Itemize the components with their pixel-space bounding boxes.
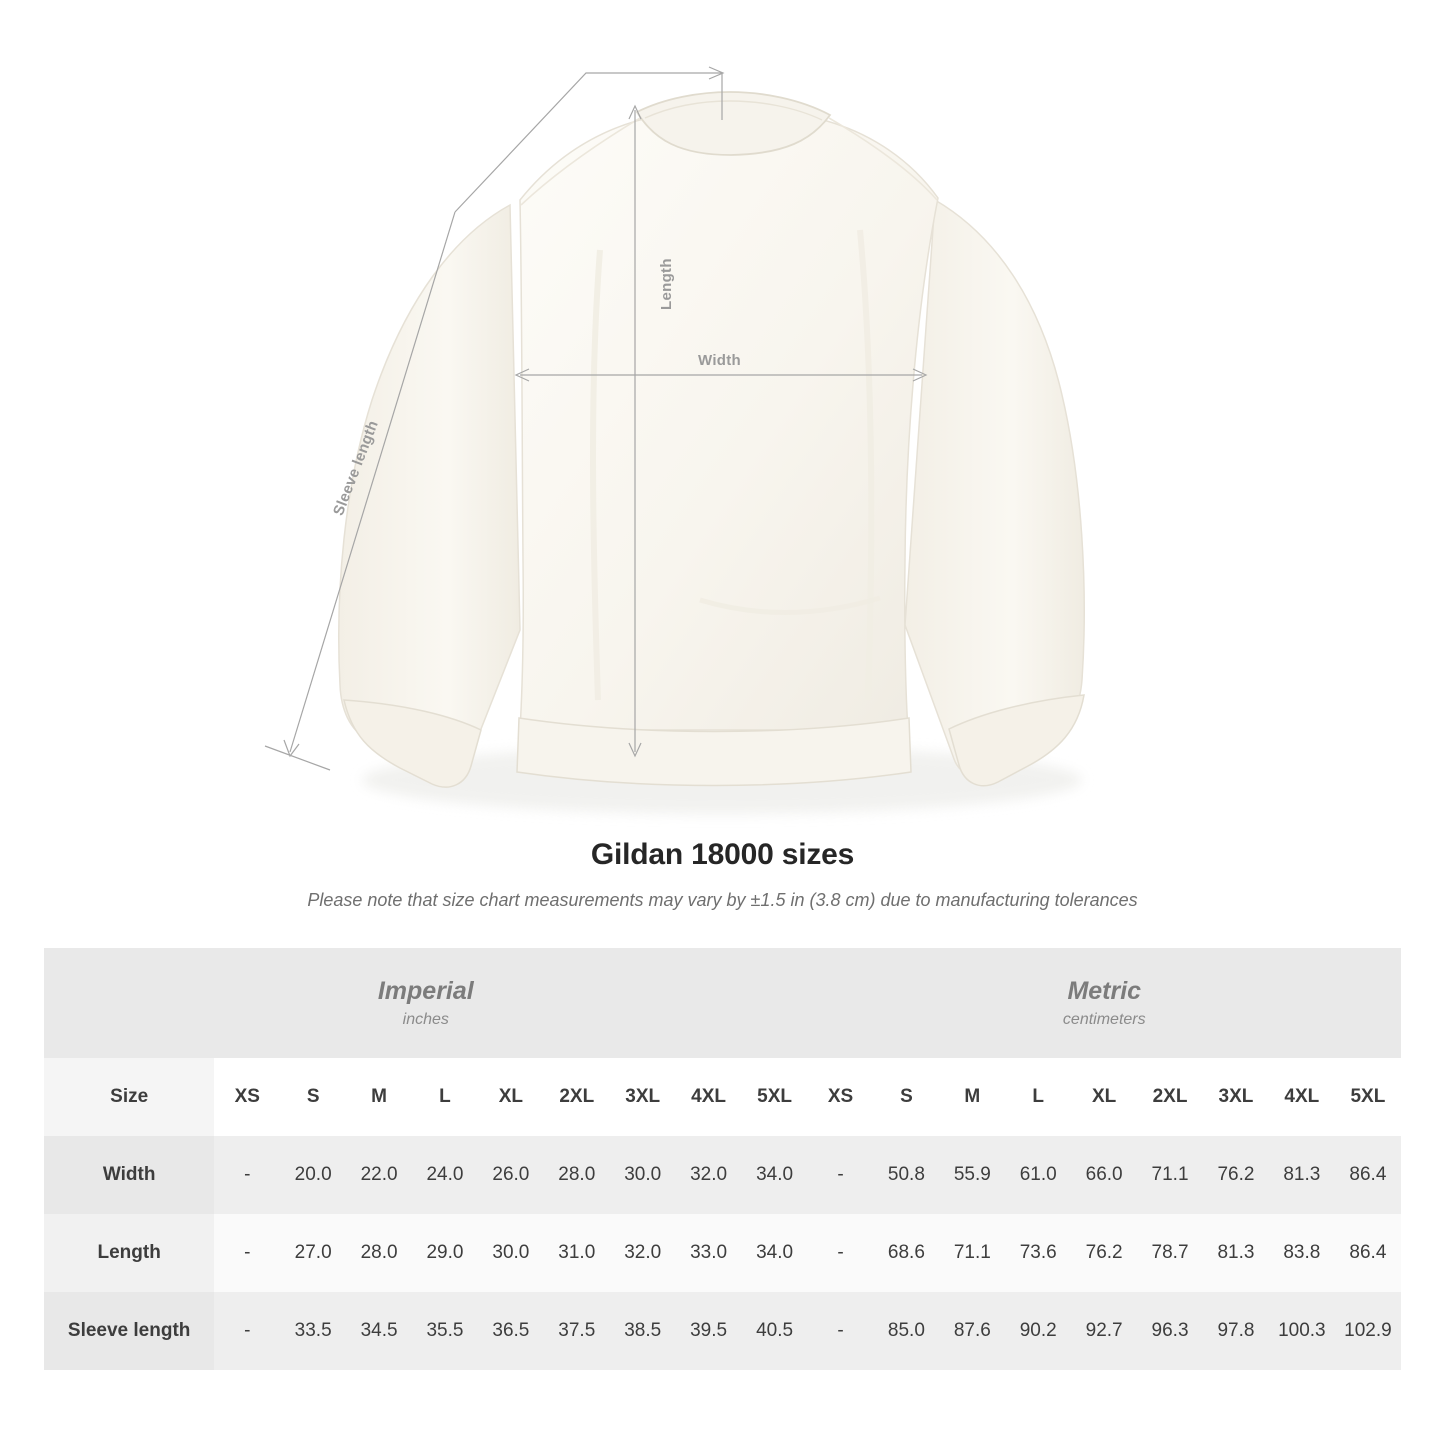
size-imperial-4xl: 4XL (676, 1058, 742, 1136)
length-metric-4xl: 83.8 (1269, 1214, 1335, 1292)
sleeve-metric-xs: - (808, 1292, 874, 1370)
sleeve-metric-m: 87.6 (939, 1292, 1005, 1370)
sleeve-imperial-4xl: 39.5 (676, 1292, 742, 1370)
sleeve-imperial-m: 34.5 (346, 1292, 412, 1370)
row-label-sleeve-length: Sleeve length (44, 1292, 214, 1370)
sleeve-imperial-xs: - (214, 1292, 280, 1370)
width-imperial-3xl: 30.0 (610, 1136, 676, 1214)
sleeve-length-label: Sleeve length (330, 418, 382, 519)
table-row (44, 1136, 1401, 1214)
length-metric-s: 68.6 (873, 1214, 939, 1292)
width-label: Width (698, 352, 742, 369)
sleeve-imperial-s: 33.5 (280, 1292, 346, 1370)
size-metric-l: L (1005, 1058, 1071, 1136)
size-imperial-xs: XS (214, 1058, 280, 1136)
size-imperial-l: L (412, 1058, 478, 1136)
sleeve-metric-xl: 92.7 (1071, 1292, 1137, 1370)
imperial-name: Imperial (377, 977, 474, 1006)
sleeve-metric-2xl: 96.3 (1137, 1292, 1203, 1370)
sleeve-metric-4xl: 100.3 (1269, 1292, 1335, 1370)
length-imperial-3xl: 32.0 (610, 1214, 676, 1292)
table-row (44, 1292, 1401, 1370)
sleeve-imperial-5xl: 40.5 (742, 1292, 808, 1370)
length-metric-2xl: 78.7 (1137, 1214, 1203, 1292)
imperial-header (44, 948, 808, 1058)
length-metric-m: 71.1 (939, 1214, 1005, 1292)
sleeve-imperial-3xl: 38.5 (610, 1292, 676, 1370)
width-imperial-4xl: 32.0 (676, 1136, 742, 1214)
length-imperial-s: 27.0 (280, 1214, 346, 1292)
length-metric-l: 73.6 (1005, 1214, 1071, 1292)
sleeve-metric-l: 90.2 (1005, 1292, 1071, 1370)
width-imperial-xs: - (214, 1136, 280, 1214)
size-imperial-3xl: 3XL (610, 1058, 676, 1136)
tolerance-note: Please note that size chart measurements may vary by ±1.5 in (3.8 cm) due to manufacturing tolerances (307, 890, 1138, 910)
sleeve-imperial-xl: 36.5 (478, 1292, 544, 1370)
metric-header (808, 948, 1401, 1058)
size-metric-3xl: 3XL (1203, 1058, 1269, 1136)
width-imperial-m: 22.0 (346, 1136, 412, 1214)
sleeve-metric-5xl: 102.9 (1335, 1292, 1401, 1370)
width-imperial-l: 24.0 (412, 1136, 478, 1214)
size-metric-xl: XL (1071, 1058, 1137, 1136)
size-imperial-xl: XL (478, 1058, 544, 1136)
length-metric-3xl: 81.3 (1203, 1214, 1269, 1292)
width-imperial-xl: 26.0 (478, 1136, 544, 1214)
size-imperial-s: S (280, 1058, 346, 1136)
length-imperial-5xl: 34.0 (742, 1214, 808, 1292)
size-imperial-m: M (346, 1058, 412, 1136)
sleeve-metric-3xl: 97.8 (1203, 1292, 1269, 1370)
size-imperial-2xl: 2XL (544, 1058, 610, 1136)
title-block (0, 838, 1445, 911)
size-imperial-5xl: 5XL (742, 1058, 808, 1136)
imperial-sub: inches (402, 1010, 449, 1028)
length-imperial-2xl: 31.0 (544, 1214, 610, 1292)
metric-sub: centimeters (1062, 1010, 1146, 1028)
length-imperial-xl: 30.0 (478, 1214, 544, 1292)
row-label-length: Length (44, 1214, 214, 1292)
length-metric-xs: - (808, 1214, 874, 1292)
size-metric-5xl: 5XL (1335, 1058, 1401, 1136)
row-label-width: Width (44, 1136, 214, 1214)
length-metric-xl: 76.2 (1071, 1214, 1137, 1292)
sleeve-metric-s: 85.0 (873, 1292, 939, 1370)
length-imperial-4xl: 33.0 (676, 1214, 742, 1292)
width-metric-m: 55.9 (939, 1136, 1005, 1214)
page-title: Gildan 18000 sizes (590, 838, 855, 871)
width-metric-l: 61.0 (1005, 1136, 1071, 1214)
width-imperial-2xl: 28.0 (544, 1136, 610, 1214)
width-imperial-s: 20.0 (280, 1136, 346, 1214)
sleeve-imperial-2xl: 37.5 (544, 1292, 610, 1370)
table-row (44, 1214, 1401, 1292)
sleeve-imperial-l: 35.5 (412, 1292, 478, 1370)
length-metric-5xl: 86.4 (1335, 1214, 1401, 1292)
width-metric-s: 50.8 (873, 1136, 939, 1214)
size-header-row (44, 1058, 1401, 1136)
size-metric-4xl: 4XL (1269, 1058, 1335, 1136)
width-metric-5xl: 86.4 (1335, 1136, 1401, 1214)
metric-name: Metric (1067, 977, 1142, 1006)
width-metric-2xl: 71.1 (1137, 1136, 1203, 1214)
length-label: Length (658, 258, 675, 310)
size-table-container (44, 948, 1401, 1370)
size-label: Size (44, 1058, 214, 1136)
size-metric-m: M (939, 1058, 1005, 1136)
length-imperial-m: 28.0 (346, 1214, 412, 1292)
width-imperial-5xl: 34.0 (742, 1136, 808, 1214)
length-imperial-l: 29.0 (412, 1214, 478, 1292)
size-metric-2xl: 2XL (1137, 1058, 1203, 1136)
length-imperial-xs: - (214, 1214, 280, 1292)
size-metric-xs: XS (808, 1058, 874, 1136)
size-metric-s: S (873, 1058, 939, 1136)
size-table (44, 948, 1401, 1370)
width-metric-xl: 66.0 (1071, 1136, 1137, 1214)
width-metric-xs: - (808, 1136, 874, 1214)
unit-header-row (44, 948, 1401, 1058)
width-metric-4xl: 81.3 (1269, 1136, 1335, 1214)
width-metric-3xl: 76.2 (1203, 1136, 1269, 1214)
